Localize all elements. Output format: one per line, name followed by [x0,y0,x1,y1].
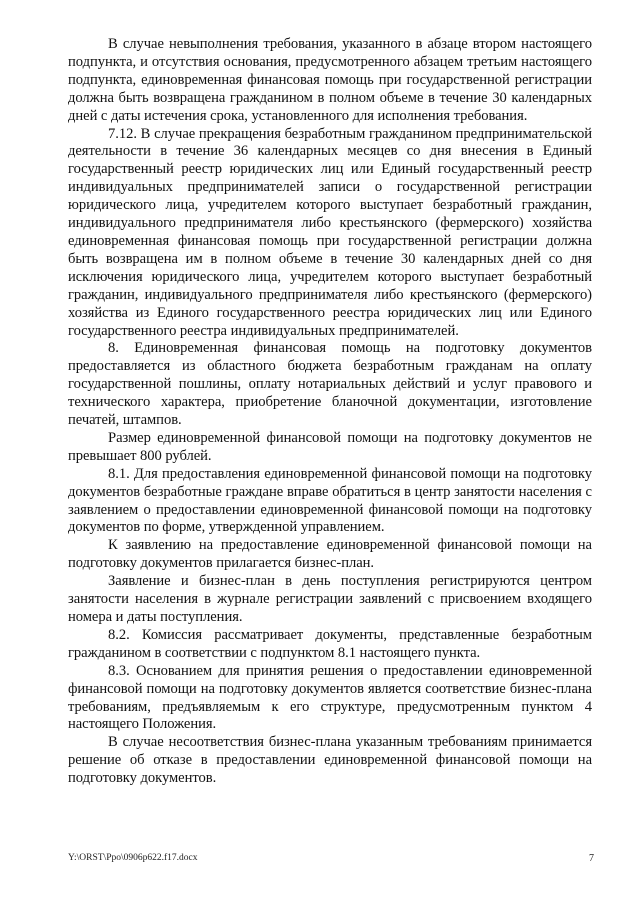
page-number: 7 [589,853,594,864]
footer-file-path: Y:\ORST\Ppo\0906p622.f17.docx [68,853,198,863]
paragraph-8-amount: Размер единовременной финансовой помощи на подготовку документов не превышает 800 рублей. [68,429,592,464]
paragraph-8-1-registration: Заявление и бизнес-план в день поступления регистрируются центром занятости населения в журнале регистрации заявлений с присвоением входящего номера и даты поступления. [68,573,592,625]
paragraph-7-12: 7.12. В случае прекращения безработным гражданином предпринимательской деятельности в течение 36 календарных месяцев со дня внесения в Единый государственный реестр юридических лиц или Единый государственный реестр индивидуальных предпринимателей записи о государственной регистрации юридического лица, учредителем которого выступает безработный гражданин, индивидуального предпринимателя либо крестьянского (фермерского) хозяйства единовременная финансовая помощь при государственной регистрации должна быть возвращена им в полном объеме в течение 30 календарных дней со дня исключения юридического лица, учредителем которого выступает безработный гражданин, индивидуального предпринимателя либо крестьянского (фермерского) хозяйства из Единого государственного реестра юридических лиц или Единого государственного реестра индивидуальных предпринимателей. [68,125,592,339]
paragraph-8-3-refusal: В случае несоответствия бизнес-плана указанным требованиям принимается решение об отказе в предоставлении единовременной финансовой помощи на подготовку документов. [68,734,592,787]
paragraph-1: В случае невыполнения требования, указанного в абзаце втором настоящего подпункта, и отсутствия основания, предусмотренного абзацем третьим настоящего подпункта, единовременная финансовая помощь при государственной регистрации должна быть возвращена гражданином в полном объеме в течение 30 календарных дней с даты истечения срока, установленного для исполнения требования. [68,36,592,124]
paragraph-8-1-business-plan: К заявлению на предоставление единовременной финансовой помощи на подготовку документов прилагается бизнес-план. [68,537,592,572]
paragraph-8: 8. Единовременная финансовая помощь на подготовку документов предоставляется из областного бюджета безработным гражданам на оплату государственной пошлины, оплату нотариальных действий и услуг правового и технического характера, приобретение бланочной документации, изготовление печатей, штампов. [68,340,592,429]
paragraph-8-3: 8.3. Основанием для принятия решения о предоставлении единовременной финансовой помощи на подготовку документов является соответствие бизнес-плана требованиям, предъявляемым к его структуре, предусмотренным пунктом 4 настоящего Положения. [68,662,592,733]
paragraph-8-2: 8.2. Комиссия рассматривает документы, представленные безработным гражданином в соответствии с подпунктом 8.1 настоящего пункта. [68,626,592,661]
paragraph-8-1: 8.1. Для предоставления единовременной финансовой помощи на подготовку документов безработные граждане вправе обратиться в центр занятости населения с заявлением о предоставлении единовременной финансовой помощи на подготовку документов по форме, утвержденной управлением. [68,465,592,536]
document-body [68,36,592,788]
